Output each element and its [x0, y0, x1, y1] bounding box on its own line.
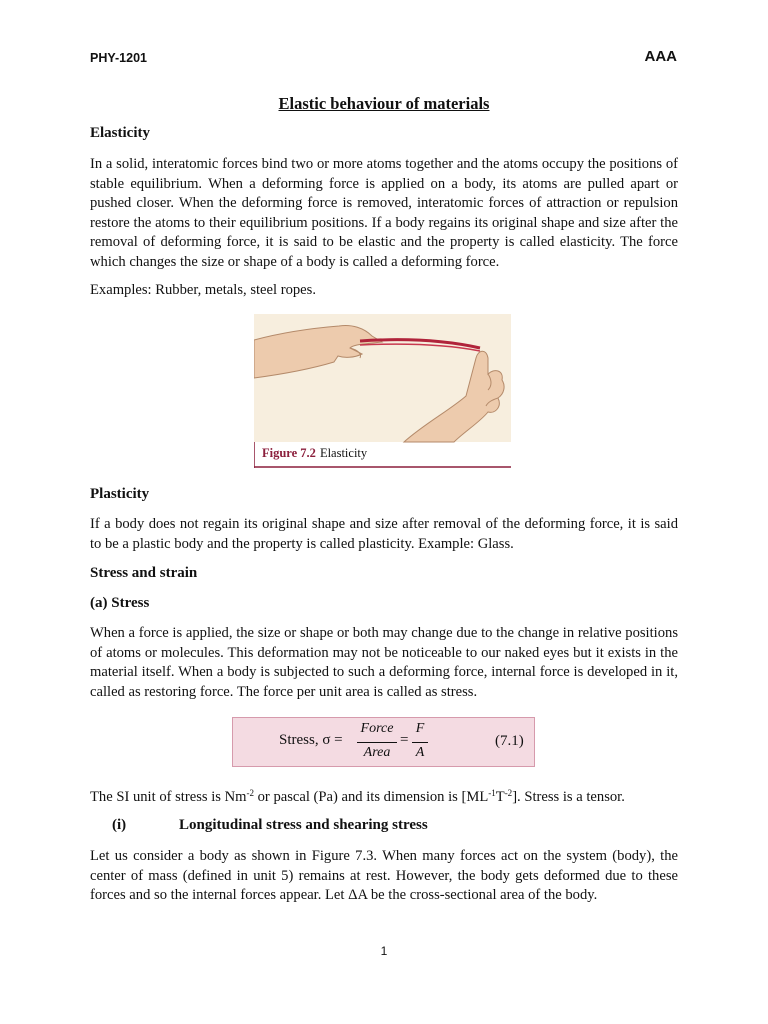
- equation-number: (7.1): [495, 733, 524, 749]
- equation-lhs: Stress, σ =: [279, 732, 343, 748]
- paragraph-elasticity: In a solid, interatomic forces bind two or more atoms together and the atoms occupy the positions of stable equilibrium. When a deforming force is applied on a body, its atoms are pulled apart or pushed closer. When the deforming force is removed, interatomic forces of attraction or repulsion restore the atoms to their equilibrium positions. If a body regains its original shape and size after the removal of deforming force, it is said to be elastic and the property is called elasticity. The force which changes the size or shape of a body is called a deforming force.: [90, 156, 678, 270]
- heading-stress: (a) Stress: [90, 595, 150, 611]
- superscript: -1: [488, 788, 496, 798]
- equation-equals: =: [400, 732, 409, 748]
- figure-caption: [262, 446, 367, 461]
- si-unit-text: The SI unit of stress is Nm: [90, 789, 247, 805]
- paragraph-plasticity: If a body does not regain its original shape and size after removal of the deforming force, it is said to be a plastic body and the property is called plasticity. Example: Glass.: [90, 516, 678, 552]
- paragraph-last: Let us consider a body as shown in Figure 7.3. When many forces act on the system (body), the center of mass (defined in unit 5) remains at rest. However, the body gets deformed due to these forces and so the internal forces appear. Let ΔA be the cross-sectional area of the body.: [90, 848, 678, 903]
- page-title: Elastic behaviour of materials: [278, 94, 490, 113]
- equation-denominator-area: Area: [363, 745, 391, 760]
- figure-caption-text: Elasticity: [319, 446, 368, 460]
- equation-stress: [232, 717, 535, 767]
- figure-number: Figure 7.2: [262, 446, 316, 460]
- fraction-bar: [357, 742, 397, 743]
- si-unit-text: ]. Stress is a tensor.: [512, 789, 625, 805]
- subsection-number: (i): [112, 817, 127, 833]
- page-number: 1: [380, 944, 388, 958]
- heading-elasticity: Elasticity: [90, 125, 150, 141]
- heading-longitudinal-shearing-stress: [112, 817, 428, 834]
- subsection-title: Longitudinal stress and shearing stress: [179, 817, 428, 833]
- paragraph-stress: When a force is applied, the size or shape or both may change due to the change in relative positions of atoms or molecules. This deformation may not be noticeable to our naked eyes but it exists in the material itself. When a body is subjected to such a deforming force, internal force is developed in it, called as restoring force. The force per unit area is called as stress.: [90, 625, 678, 700]
- heading-stress-and-strain: Stress and strain: [90, 565, 198, 581]
- paragraph-si-unit: [90, 788, 678, 808]
- si-unit-text: T: [495, 789, 505, 805]
- fraction-bar: [412, 742, 428, 743]
- course-code: PHY-1201: [90, 51, 147, 65]
- si-unit-text: or pascal (Pa) and its dimension is [ML: [253, 789, 489, 805]
- author-initials: AAA: [644, 48, 677, 65]
- superscript: -2: [504, 788, 513, 798]
- heading-plasticity: Plasticity: [90, 486, 150, 502]
- equation-denominator-a: A: [415, 745, 425, 760]
- equation-numerator-force: Force: [360, 721, 394, 736]
- paragraph-examples: Examples: Rubber, metals, steel ropes.: [90, 282, 316, 298]
- superscript: -2: [246, 788, 254, 798]
- equation-numerator-f: F: [415, 721, 425, 736]
